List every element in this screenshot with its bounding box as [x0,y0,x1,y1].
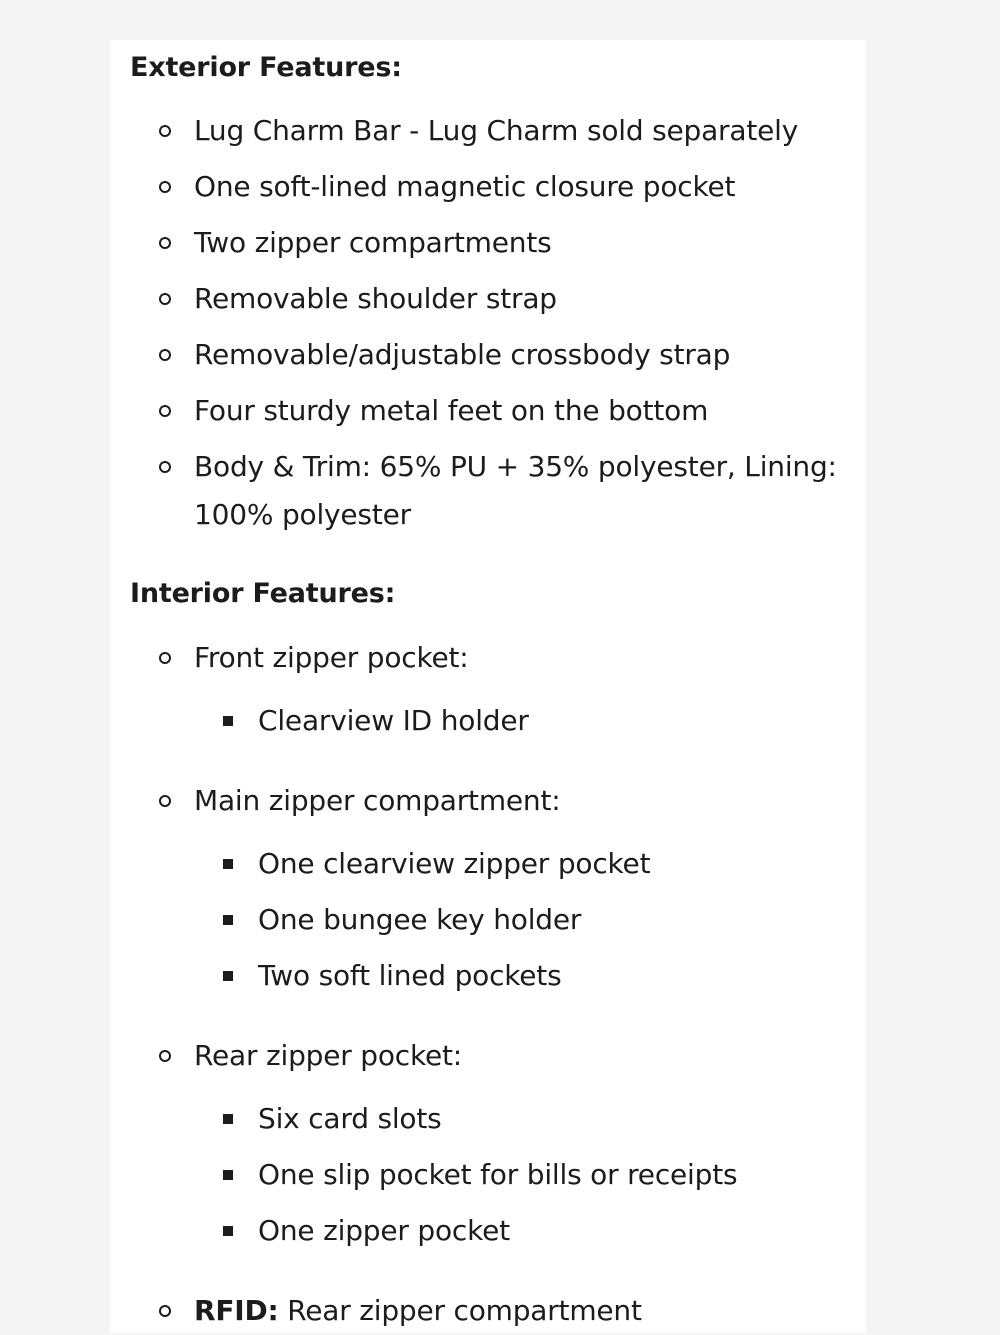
circle-bullet-icon [159,461,171,473]
circle-bullet-icon [159,405,171,417]
exterior-item-shoulder-strap: Removable shoulder strap [194,282,557,315]
rfid-text: Rear zipper compartment [278,1294,642,1327]
exterior-features-heading: Exterior Features: [130,52,402,83]
interior-item-rfid [194,1287,642,1335]
square-bullet-icon [223,915,233,925]
exterior-item-materials-continued: 100% polyester [194,498,411,531]
rfid-label: RFID: [194,1294,279,1327]
circle-bullet-icon [159,1305,171,1317]
square-bullet-icon [223,1114,233,1124]
exterior-item-zipper-compartments: Two zipper compartments [194,226,552,259]
square-bullet-icon [223,716,233,726]
interior-group-front-zipper-pocket: Front zipper pocket: [194,641,469,674]
square-bullet-icon [223,971,233,981]
square-bullet-icon [223,1226,233,1236]
circle-bullet-icon [159,125,171,137]
circle-bullet-icon [159,237,171,249]
exterior-item-lug-charm: Lug Charm Bar - Lug Charm sold separately [194,114,799,147]
interior-features-heading: Interior Features: [130,578,396,609]
square-bullet-icon [223,859,233,869]
exterior-item-materials: Body & Trim: 65% PU + 35% polyester, Lining: [194,450,837,483]
exterior-item-magnetic-pocket: One soft-lined magnetic closure pocket [194,170,736,203]
interior-group-rear-zipper-pocket: Rear zipper pocket: [194,1039,463,1072]
interior-group-main-zipper-compartment: Main zipper compartment: [194,784,561,817]
interior-subitem-clearview-pocket: One clearview zipper pocket [258,847,651,880]
interior-subitem-key-holder: One bungee key holder [258,903,582,936]
circle-bullet-icon [159,181,171,193]
interior-subitem-soft-lined-pockets: Two soft lined pockets [258,959,562,992]
exterior-item-crossbody-strap: Removable/adjustable crossbody strap [194,338,731,371]
interior-subitem-card-slots: Six card slots [258,1102,442,1135]
circle-bullet-icon [159,1050,171,1062]
circle-bullet-icon [159,795,171,807]
exterior-item-metal-feet: Four sturdy metal feet on the bottom [194,394,709,427]
circle-bullet-icon [159,349,171,361]
interior-subitem-slip-pocket: One slip pocket for bills or receipts [258,1158,738,1191]
interior-subitem-zipper-pocket: One zipper pocket [258,1214,510,1247]
square-bullet-icon [223,1170,233,1180]
circle-bullet-icon [159,293,171,305]
interior-subitem-id-holder: Clearview ID holder [258,704,529,737]
circle-bullet-icon [159,652,171,664]
